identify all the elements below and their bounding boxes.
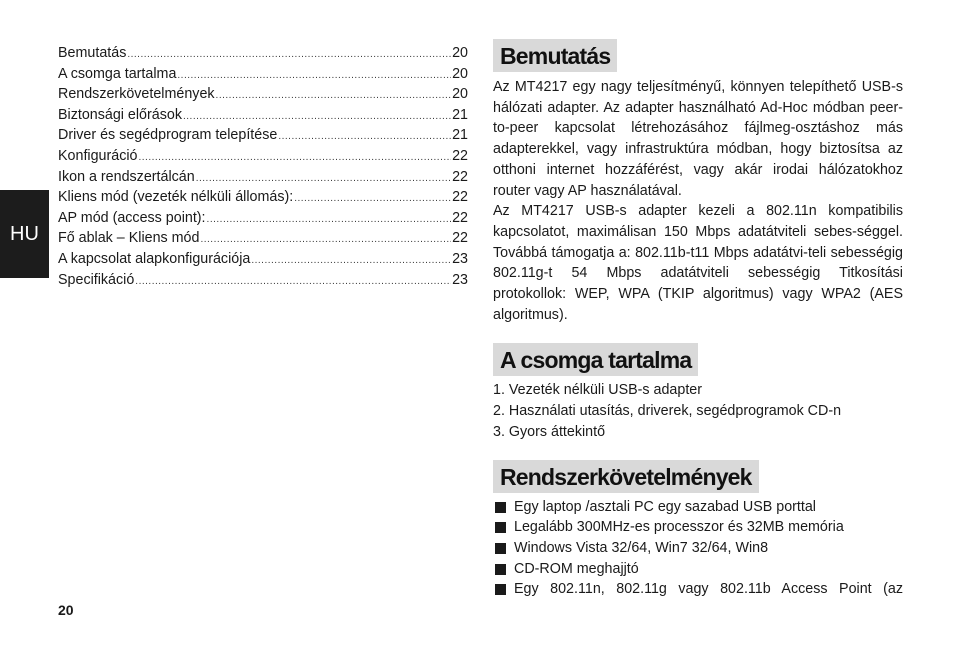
- contents-list: [493, 380, 903, 442]
- toc-entry-page: 22: [452, 230, 468, 247]
- toc-entry-page: 20: [452, 65, 468, 82]
- toc-leader-dots: [294, 189, 451, 210]
- language-code: HU: [10, 222, 39, 245]
- toc-leader-dots: [177, 66, 451, 87]
- intro-paragraph-2: Az MT4217 USB-s adapter kezeli a 802.11n kompatibilis kapcsolatot, maximálisan 150 Mbps adatátviteli sebes-séggel. Továbbá támogatja a: 802.11b-t11 Mbps adatátvi-teli sebességig 802.11g-t 54 Mbps adatátviteli sebességig Titkosítási protokollok: WEP, WPA (TKIP algoritmus) vagy WPA2 (AES algoritmus).: [493, 203, 903, 323]
- toc-entry: [58, 43, 468, 64]
- toc-leader-dots: [127, 45, 451, 66]
- language-tab: [0, 190, 49, 278]
- toc-entry: [58, 167, 468, 188]
- table-of-contents: [58, 43, 468, 290]
- list-item-text: Egy 802.11n, 802.11g vagy 802.11b Access Point (az: [514, 581, 903, 598]
- intro-paragraph-1: Az MT4217 egy nagy teljesítményű, könnyen telepíthető USB-s hálózati adapter. Az adapter használható Ad-Hoc módban peer-to-peer kapcsolat létrehozásához fájlmeg-osztáshoz más adapterekkel, vagy infrastruktúra módban, hogy biztosítsa az otthoni internet hozzáférést, vagy akár irodai hálózatokhoz router vagy AP használatával.: [493, 79, 903, 199]
- toc-entry-page: 21: [452, 106, 468, 123]
- toc-entry: [58, 125, 468, 146]
- page-number: 20: [58, 602, 74, 618]
- toc-entry: [58, 105, 468, 126]
- section-heading-intro: Bemutatás: [493, 39, 617, 72]
- toc-entry-title: AP mód (access point):: [58, 209, 206, 226]
- toc-leader-dots: [196, 169, 451, 190]
- toc-entry-title: Rendszerkövetelmények: [58, 86, 215, 103]
- toc-entry-title: A kapcsolat alapkonfigurációja: [58, 250, 251, 267]
- section-heading-contents: A csomga tartalma: [493, 343, 698, 376]
- bullet-square-icon: [495, 584, 506, 595]
- list-item: 3. Gyors áttekintő: [493, 423, 606, 440]
- requirements-list: [493, 497, 903, 601]
- toc-entry: [58, 187, 468, 208]
- list-item: [493, 517, 903, 538]
- toc-entry-page: 20: [452, 86, 468, 103]
- list-item: [493, 579, 903, 600]
- toc-entry: [58, 228, 468, 249]
- bullet-square-icon: [495, 543, 506, 554]
- toc-entry-page: 22: [452, 168, 468, 185]
- list-item: [493, 538, 903, 559]
- list-item-text: CD-ROM meghajjtó: [514, 560, 639, 577]
- bullet-square-icon: [495, 564, 506, 575]
- toc-leader-dots: [207, 210, 452, 231]
- toc-entry-title: Fő ablak – Kliens mód: [58, 230, 200, 247]
- toc-leader-dots: [200, 230, 451, 251]
- toc-entry-title: Konfiguráció: [58, 147, 138, 164]
- list-item: [493, 497, 903, 518]
- list-item-text: Egy laptop /asztali PC egy sazabad USB porttal: [514, 498, 816, 515]
- toc-entry-page: 23: [452, 271, 468, 288]
- list-item: 1. Vezeték nélküli USB-s adapter: [493, 382, 703, 399]
- toc-entry-page: 21: [452, 127, 468, 144]
- toc-entry-page: 22: [452, 209, 468, 226]
- toc-entry: [58, 146, 468, 167]
- toc-leader-dots: [251, 251, 451, 272]
- section-heading-requirements: Rendszerkövetelmények: [493, 460, 759, 493]
- toc-leader-dots: [183, 107, 451, 128]
- toc-entry: [58, 208, 468, 229]
- main-column: [493, 39, 903, 600]
- list-item: 2. Használati utasítás, driverek, segédprogramok CD-n: [493, 403, 842, 420]
- toc-entry: [58, 64, 468, 85]
- list-item-text: Legalább 300MHz-es processzor és 32MB memória: [514, 519, 844, 536]
- list-item-text: Windows Vista 32/64, Win7 32/64, Win8: [514, 539, 769, 556]
- toc-entry-page: 20: [452, 45, 468, 61]
- toc-leader-dots: [138, 148, 451, 169]
- toc-entry: [58, 270, 468, 291]
- toc-leader-dots: [278, 127, 451, 148]
- toc-leader-dots: [216, 86, 452, 107]
- toc-entry-title: A csomga tartalma: [58, 65, 177, 82]
- bullet-square-icon: [495, 502, 506, 513]
- toc-entry: [58, 249, 468, 270]
- toc-entry-title: Specifikáció: [58, 271, 135, 288]
- toc-entry-page: 23: [452, 250, 468, 267]
- toc-entry-page: 22: [452, 147, 468, 164]
- toc-entry-title: Bemutatás: [58, 45, 127, 61]
- toc-entry-title: Biztonsági előrások: [58, 106, 182, 123]
- toc-entry: [58, 84, 468, 105]
- list-item: [493, 559, 903, 580]
- toc-entry-title: Driver és segédprogram telepítése: [58, 127, 278, 144]
- toc-entry-title: Ikon a rendszertálcán: [58, 168, 195, 185]
- toc-leader-dots: [135, 272, 451, 293]
- bullet-square-icon: [495, 522, 506, 533]
- toc-entry-title: Kliens mód (vezeték nélküli állomás):: [58, 189, 294, 206]
- toc-entry-page: 22: [452, 189, 468, 206]
